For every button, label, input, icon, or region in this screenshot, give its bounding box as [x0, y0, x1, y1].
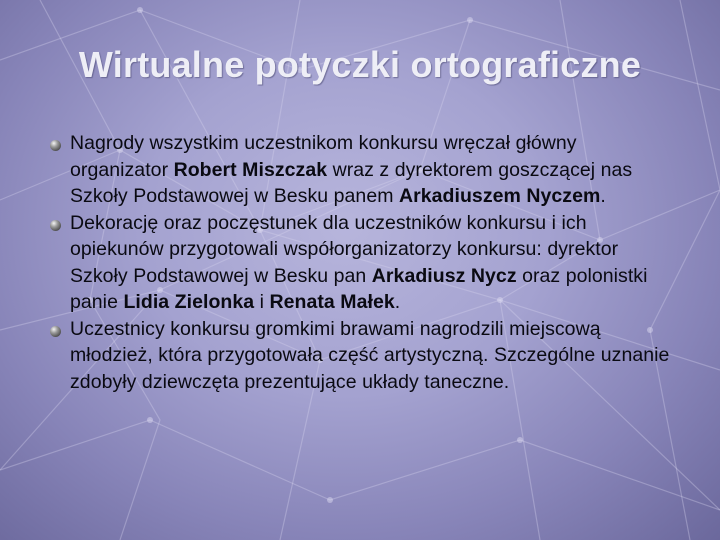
- list-item: [50, 210, 670, 316]
- text-segment: i: [254, 291, 270, 313]
- text-segment: wraz z dyrektorem goszczącej nas Szkoły Podstawowej w Besku panem: [70, 158, 633, 207]
- text-segment: .: [600, 185, 606, 207]
- text-segment: Nagrody wszystkim uczestnikom konkursu wręczał główny organizator: [70, 132, 577, 181]
- text-segment: .: [394, 291, 401, 313]
- list-item-text: [70, 316, 670, 396]
- list-item-text: [70, 130, 670, 210]
- list-item: [50, 130, 670, 210]
- text-segment: oraz polonistki panie: [70, 264, 648, 313]
- person-name: Robert Miszczak: [173, 158, 328, 181]
- person-name: Arkadiusz Nycz: [371, 264, 517, 287]
- bullet-sphere-icon: [50, 140, 61, 151]
- person-name: Renata Małek: [269, 291, 395, 313]
- slide-title: Wirtualne potyczki ortograficzne: [78, 44, 642, 85]
- list-item: [50, 316, 670, 396]
- person-name: Lidia Zielonka: [123, 291, 255, 313]
- list-item-text: [70, 210, 670, 316]
- bullet-list: [50, 130, 670, 395]
- bullet-sphere-icon: [50, 220, 61, 231]
- text-segment: Dekorację oraz poczęstunek dla uczestników konkursu i ich opiekunów przygotowali współorganizatorzy konkursu: dyrektor Szkoły Podstawowej w Besku pan: [70, 211, 619, 287]
- bullet-sphere-icon: [50, 326, 61, 337]
- person-name: Arkadiuszem Nyczem: [398, 185, 601, 207]
- text-segment: Uczestnicy konkursu gromkimi brawami nagrodzili miejscową młodzież, która przygotowała część artystyczną. Szczególne uznanie zdobyły dziewczęta prezentujące układy taneczne.: [70, 317, 670, 393]
